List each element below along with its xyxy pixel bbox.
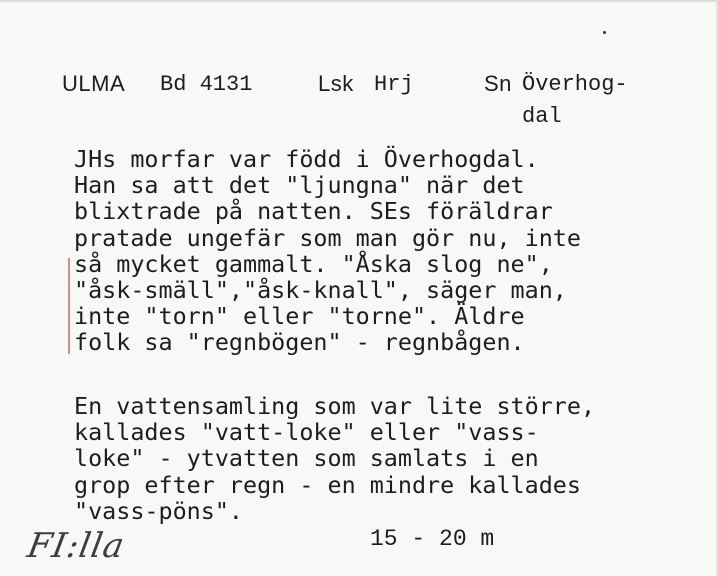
text-line: "vass-pöns". — [74, 496, 243, 525]
margin-mark — [68, 258, 70, 354]
province-label: Lsk — [318, 71, 354, 96]
volume-number: Bd 4131 — [160, 72, 253, 97]
text-line: kallades "vatt-loke" eller "vass- — [74, 418, 539, 447]
text-line: folk sa "regnbögen" - regnbågen. — [74, 328, 525, 357]
text-line: Han sa att det "ljungna" när det — [74, 171, 525, 200]
text-line: blixtrade på natten. SEs föräldrar — [74, 197, 553, 226]
text-line: inte "torn" eller "torne". Äldre — [74, 302, 525, 331]
ink-dot — [603, 31, 606, 34]
text-line: grop efter regn - en mindre kallades — [74, 470, 581, 499]
text-line: "åsk-smäll","åsk-knall", säger man, — [74, 276, 567, 305]
text-line: loke" - ytvatten som samlats i en — [74, 444, 539, 473]
province-value: Hrj — [374, 72, 414, 97]
parish-value-line2: dal — [522, 104, 562, 129]
text-line: En vattensamling som var lite större, — [74, 392, 596, 420]
parish-value-line1: Överhog- — [522, 72, 628, 97]
handwritten-note: FI:lla — [24, 526, 129, 566]
text-line: pratade ungefär som man gör nu, inte — [74, 223, 581, 252]
paragraph-1 — [74, 146, 581, 356]
text-line: JHs morfar var född i Överhogdal. — [74, 145, 539, 173]
page-reference: 15 - 20 m — [370, 526, 495, 552]
paragraph-2 — [74, 393, 595, 524]
card-top-edge — [0, 0, 718, 3]
text-line: så mycket gammalt. "Åska slog ne", — [74, 249, 553, 278]
archive-code: ULMA — [62, 71, 126, 96]
parish-label: Sn — [484, 71, 512, 96]
